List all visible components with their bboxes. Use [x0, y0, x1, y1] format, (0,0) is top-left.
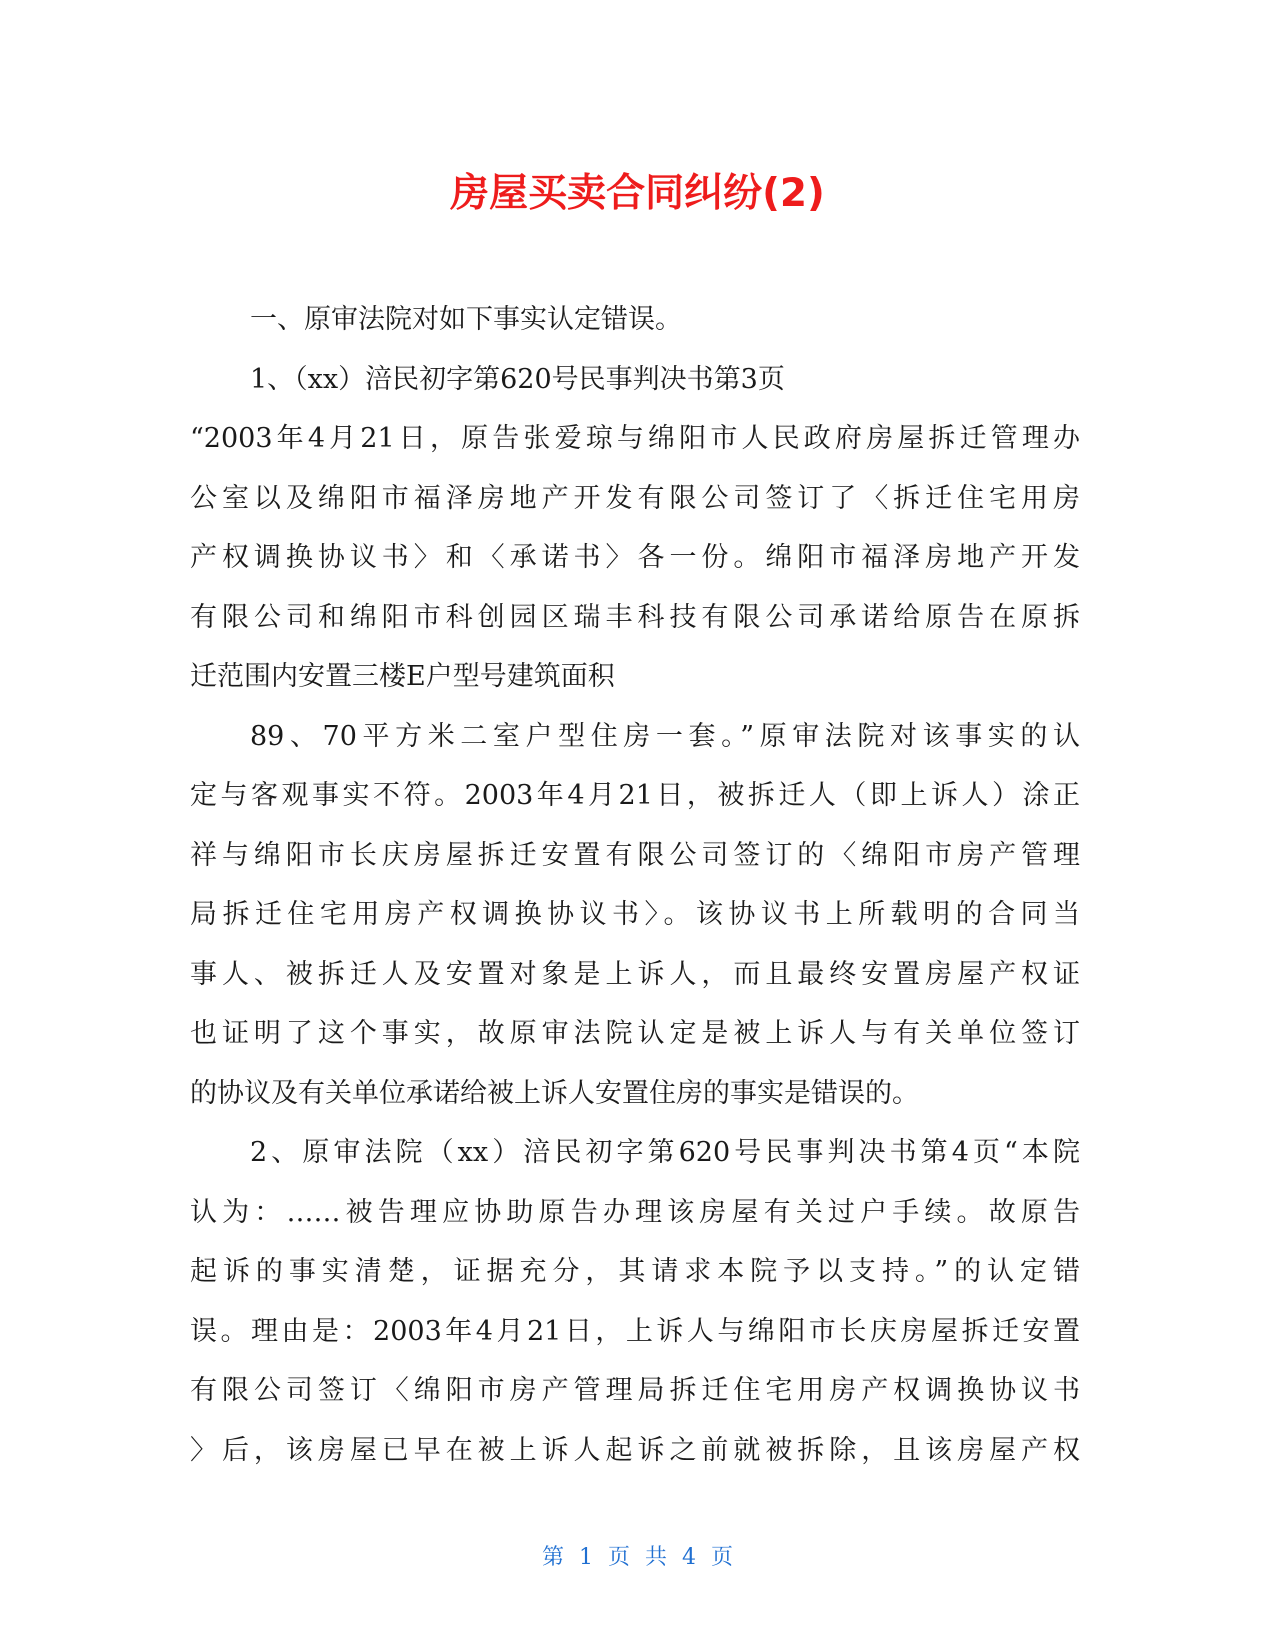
document-body [190, 290, 1080, 1480]
paragraph-line: 1、（xx）涪民初字第620号民事判决书第3页 [250, 363, 785, 395]
paragraph-line: “2003年4月21日，原告张爱琼与绵阳市人民政府房屋拆迁管理办 [190, 423, 1080, 454]
paragraph-line: 2、原审法院（xx）涪民初字第620号民事判决书第4页“本院 [250, 1137, 1080, 1168]
paragraph-line: 定与客观事实不符。2003年4月21日，被拆迁人（即上诉人）涂正 [190, 780, 1080, 811]
paragraph-line: 公室以及绵阳市福泽房地产开发有限公司签订了〈拆迁住宅用房 [190, 482, 1080, 514]
paragraph-line: 迁范围内安置三楼E户型号建筑面积 [190, 661, 615, 692]
document-title: 房屋买卖合同纠纷(2) [450, 171, 825, 216]
paragraph-line: 89、70平方米二室户型住房一套。”原审法院对该事实的认 [250, 720, 1080, 752]
paragraph-line: 祥与绵阳市长庆房屋拆迁安置有限公司签订的〈绵阳市房产管理 [190, 839, 1080, 871]
paragraph-line: 产权调换协议书〉和〈承诺书〉各一份。绵阳市福泽房地产开发 [190, 542, 1080, 573]
paragraph-line: 的协议及有关单位承诺给被上诉人安置住房的事实是错误的。 [190, 1077, 919, 1109]
paragraph-line: 有限公司和绵阳市科创园区瑞丰科技有限公司承诺给原告在原拆 [190, 601, 1080, 633]
paragraph-line: 也证明了这个事实，故原审法院认定是被上诉人与有关单位签订 [190, 1018, 1080, 1049]
paragraph-line: 起诉的事实清楚，证据充分，其请求本院予以支持。”的认定错 [190, 1256, 1080, 1287]
paragraph-line: 〉后，该房屋已早在被上诉人起诉之前就被拆除，且该房屋产权 [190, 1434, 1080, 1466]
paragraph-line: 局拆迁住宅用房产权调换协议书〉。该协议书上所载明的合同当 [190, 899, 1080, 930]
paragraph-line: 一、原审法院对如下事实认定错误。 [250, 304, 682, 335]
page-indicator: 第 1 页 共 4 页 [542, 1545, 733, 1570]
paragraph-line: 认为：……被告理应协助原告办理该房屋有关过户手续。故原告 [190, 1196, 1080, 1228]
paragraph-line: 误。理由是：2003年4月21日，上诉人与绵阳市长庆房屋拆迁安置 [190, 1315, 1080, 1347]
paragraph-line: 事人、被拆迁人及安置对象是上诉人，而且最终安置房屋产权证 [190, 958, 1080, 990]
paragraph-line: 有限公司签订〈绵阳市房产管理局拆迁住宅用房产权调换协议书 [190, 1375, 1080, 1406]
